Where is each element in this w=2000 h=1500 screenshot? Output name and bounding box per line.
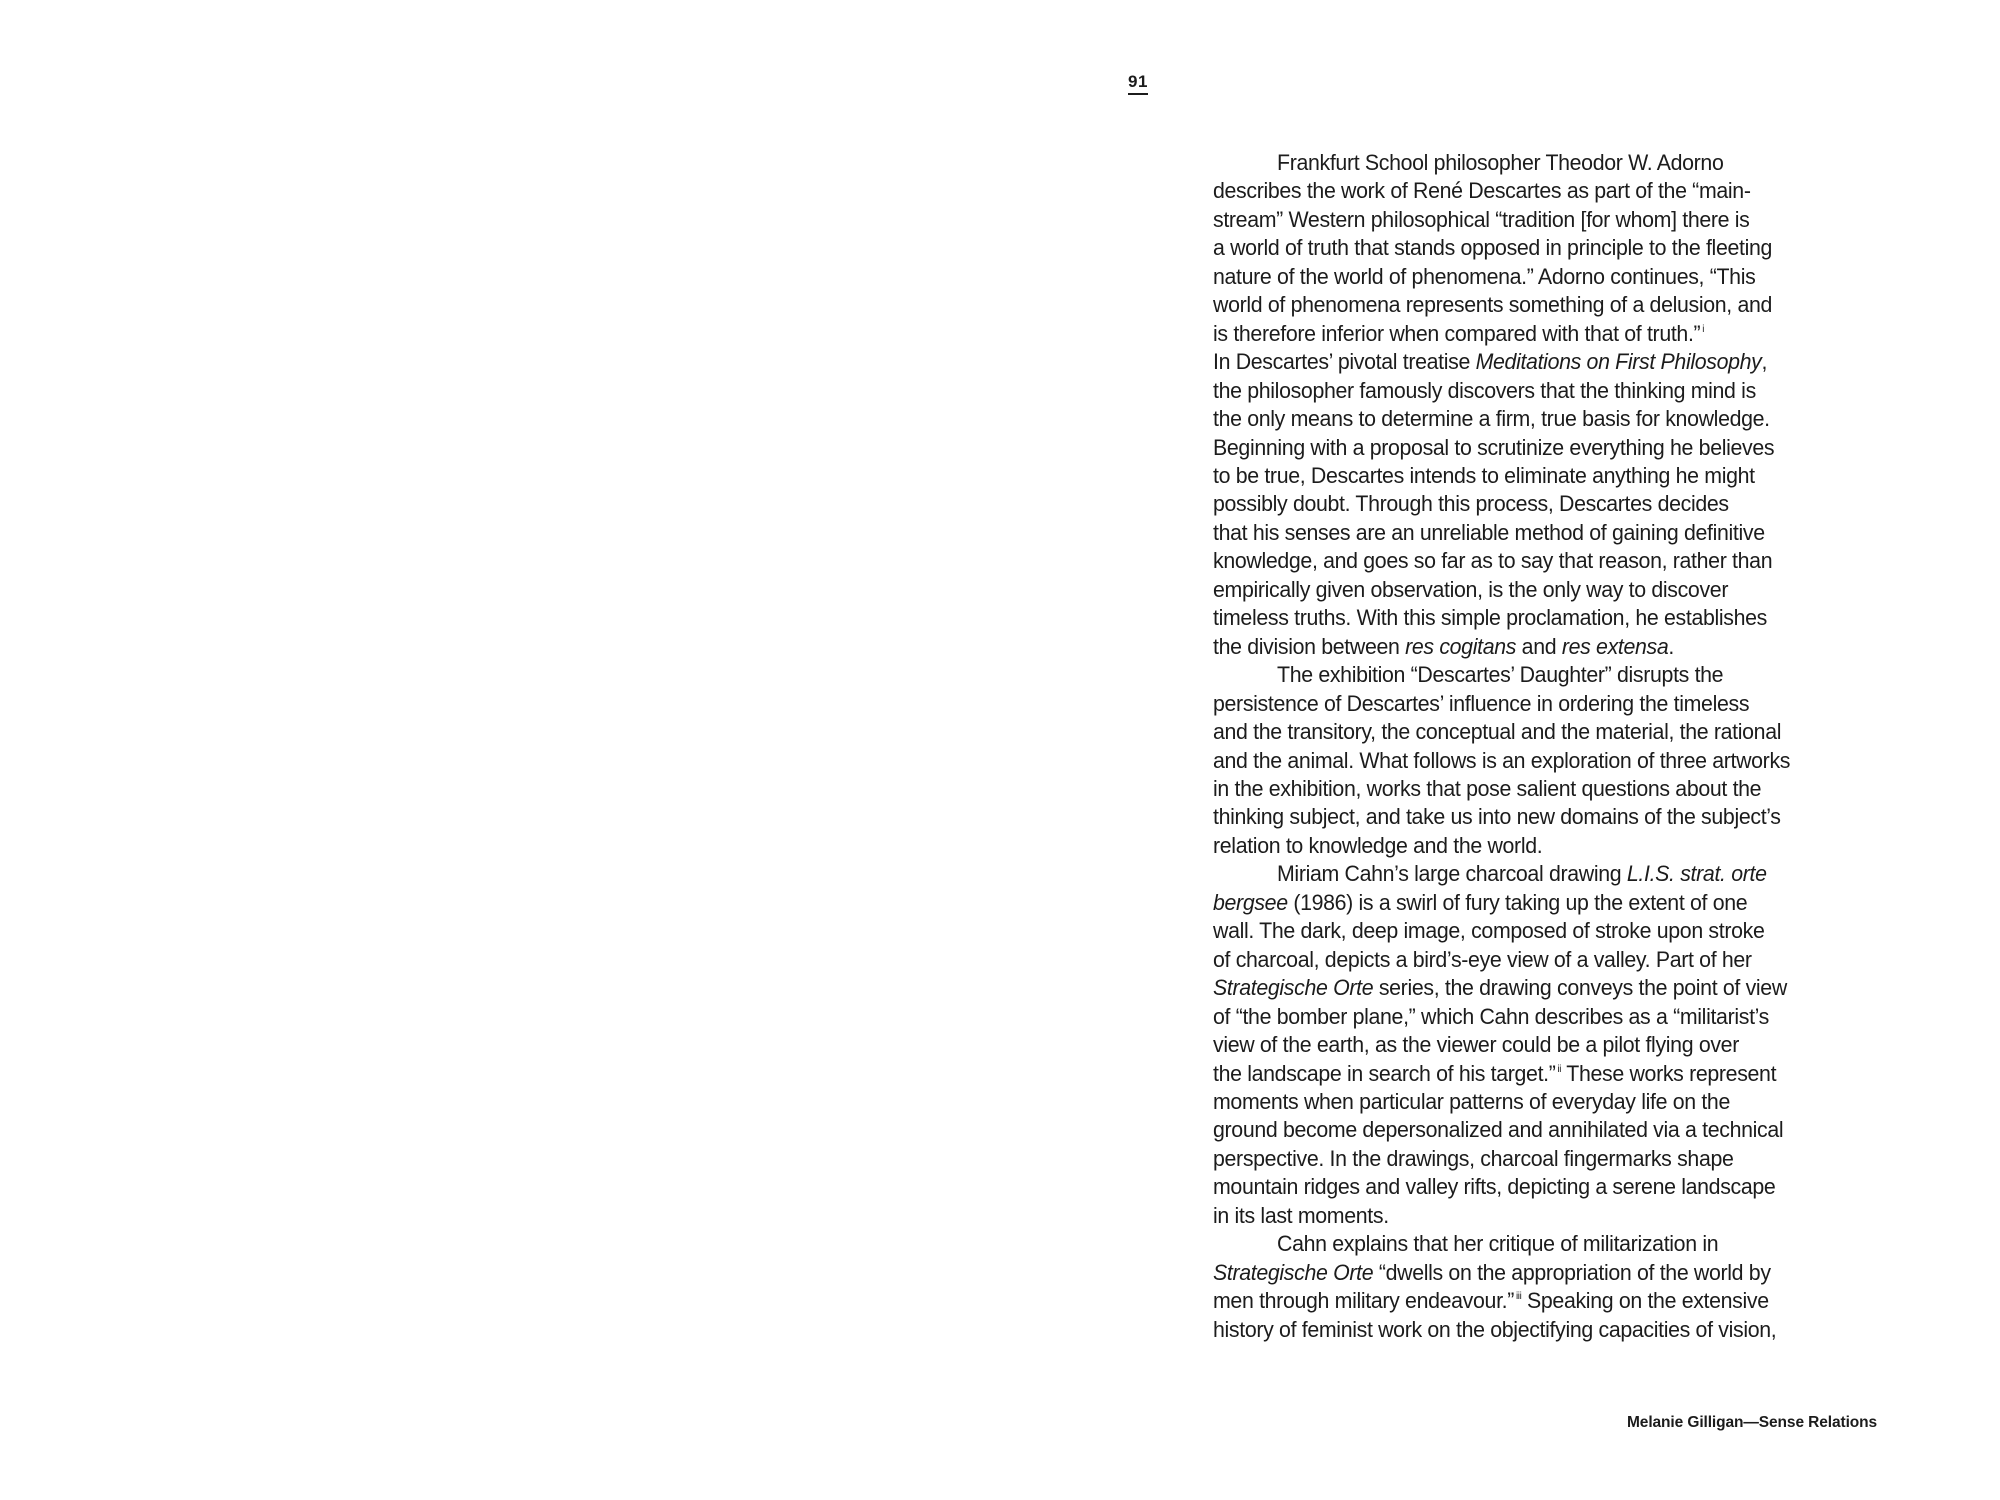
text-line <box>1213 1173 1853 1201</box>
footnote-marker: iii <box>1515 1291 1522 1303</box>
text-segment: in the exhibition, works that pose salient questions about the <box>1213 775 1762 801</box>
italic-title: L.I.S. strat. orte <box>1626 861 1767 887</box>
text-segment: the division between <box>1213 633 1406 659</box>
text-segment: (1986) is a swirl of fury taking up the extent of one <box>1287 889 1748 915</box>
text-segment: The exhibition “Descartes’ Daughter” disrupts the <box>1277 662 1724 688</box>
italic-title: Strategische Orte <box>1213 975 1374 1001</box>
italic-title: bergsee <box>1213 889 1288 915</box>
text-line <box>1213 1088 1853 1116</box>
text-line <box>1213 832 1853 860</box>
text-line <box>1213 889 1853 917</box>
text-line <box>1213 775 1853 803</box>
text-line <box>1213 320 1853 348</box>
text-segment: the philosopher famously discovers that the thinking mind is <box>1213 377 1756 403</box>
text-segment: mountain ridges and valley rifts, depicting a serene landscape <box>1213 1174 1776 1200</box>
text-segment: world of phenomena represents something of a delusion, and <box>1213 292 1773 318</box>
text-segment: knowledge, and goes so far as to say that reason, rather than <box>1213 548 1773 574</box>
text-line <box>1213 1060 1853 1088</box>
text-segment: a world of truth that stands opposed in principle to the fleeting <box>1213 235 1773 261</box>
text-line <box>1213 860 1853 888</box>
text-line <box>1213 604 1853 632</box>
text-line <box>1213 661 1853 689</box>
text-line <box>1213 234 1853 262</box>
text-segment: in its last moments. <box>1213 1202 1389 1228</box>
text-line <box>1213 1230 1853 1258</box>
italic-title: Meditations on First Philosophy <box>1475 349 1762 375</box>
text-segment: men through military endeavour.” <box>1213 1288 1515 1314</box>
italic-title: res extensa <box>1561 633 1669 659</box>
text-line <box>1213 917 1853 945</box>
text-line <box>1213 946 1853 974</box>
text-line <box>1213 519 1853 547</box>
text-segment: series, the drawing conveys the point of view <box>1373 975 1787 1001</box>
text-line <box>1213 1145 1853 1173</box>
text-segment: Cahn explains that her critique of militarization in <box>1277 1231 1719 1257</box>
text-line <box>1213 1259 1853 1287</box>
text-segment: perspective. In the drawings, charcoal fingermarks shape <box>1213 1145 1734 1171</box>
text-segment: . <box>1668 633 1674 659</box>
text-segment: “dwells on the appropriation of the world by <box>1373 1259 1771 1285</box>
text-line <box>1213 803 1853 831</box>
text-segment: ground become depersonalized and annihilated via a technical <box>1213 1117 1784 1143</box>
text-segment: nature of the world of phenomena.” Adorno continues, “This <box>1213 263 1756 289</box>
text-line <box>1213 462 1853 490</box>
text-segment: of charcoal, depicts a bird’s-eye view of a valley. Part of her <box>1213 946 1752 972</box>
text-segment: Frankfurt School philosopher Theodor W. Adorno <box>1277 150 1724 175</box>
text-line <box>1213 576 1853 604</box>
text-segment: , <box>1761 349 1768 375</box>
text-line <box>1213 690 1853 718</box>
text-segment: possibly doubt. Through this process, Descartes decides <box>1213 491 1729 517</box>
italic-title: Strategische Orte <box>1213 1259 1374 1285</box>
text-segment: Speaking on the extensive <box>1521 1288 1769 1314</box>
text-segment: empirically given observation, is the only way to discover <box>1213 576 1729 602</box>
text-segment: view of the earth, as the viewer could be a pilot flying over <box>1213 1032 1739 1058</box>
text-line <box>1213 434 1853 462</box>
text-line <box>1213 1003 1853 1031</box>
text-line <box>1213 974 1853 1002</box>
body-text <box>1213 149 1873 1344</box>
page-number: 91 <box>1128 72 1148 95</box>
text-segment: and the transitory, the conceptual and the material, the rational <box>1213 719 1782 745</box>
text-segment: moments when particular patterns of everyday life on the <box>1213 1088 1730 1114</box>
text-line <box>1213 1316 1853 1344</box>
text-line <box>1213 149 1853 177</box>
text-line <box>1213 377 1853 405</box>
text-line <box>1213 263 1853 291</box>
text-segment: of “the bomber plane,” which Cahn describes as a “militarist’s <box>1213 1003 1770 1029</box>
running-footer: Melanie Gilligan—Sense Relations <box>1627 1414 1878 1431</box>
footnote-marker: ii <box>1557 1063 1562 1075</box>
text-line <box>1213 291 1853 319</box>
text-segment: the landscape in search of his target.” <box>1213 1060 1556 1086</box>
text-line <box>1213 348 1853 376</box>
text-segment: the only means to determine a firm, true basis for knowledge. <box>1213 406 1770 432</box>
text-segment: to be true, Descartes intends to eliminate anything he might <box>1213 462 1755 488</box>
text-line <box>1213 547 1853 575</box>
italic-title: res cogitans <box>1405 633 1517 659</box>
text-line <box>1213 633 1853 661</box>
text-segment: is therefore inferior when compared with that of truth.” <box>1213 320 1701 346</box>
text-segment: relation to knowledge and the world. <box>1213 832 1543 858</box>
text-segment: wall. The dark, deep image, composed of stroke upon stroke <box>1213 918 1765 944</box>
text-segment: stream” Western philosophical “tradition [for whom] there is <box>1213 206 1750 232</box>
text-line <box>1213 177 1853 205</box>
text-segment: timeless truths. With this simple proclamation, he establishes <box>1213 605 1768 631</box>
text-segment: history of feminist work on the objectifying capacities of vision, <box>1213 1316 1777 1342</box>
text-line <box>1213 1116 1853 1144</box>
text-segment: that his senses are an unreliable method of gaining definitive <box>1213 519 1765 545</box>
text-line <box>1213 747 1853 775</box>
text-segment: persistence of Descartes’ influence in ordering the timeless <box>1213 690 1750 716</box>
footnote-marker: i <box>1702 323 1705 335</box>
text-segment: and the animal. What follows is an exploration of three artworks <box>1213 747 1791 773</box>
text-line <box>1213 405 1853 433</box>
text-segment: These works represent <box>1561 1060 1777 1086</box>
text-line <box>1213 206 1853 234</box>
text-line <box>1213 1031 1853 1059</box>
text-line <box>1213 1287 1853 1315</box>
text-segment: thinking subject, and take us into new domains of the subject’s <box>1213 804 1781 830</box>
text-line <box>1213 718 1853 746</box>
text-line <box>1213 1202 1853 1230</box>
text-segment: Miriam Cahn’s large charcoal drawing <box>1277 861 1627 887</box>
text-segment: and <box>1516 633 1562 659</box>
text-segment: In Descartes’ pivotal treatise <box>1213 349 1476 375</box>
text-segment: describes the work of René Descartes as part of the “main- <box>1213 178 1751 204</box>
text-segment: Beginning with a proposal to scrutinize everything he believes <box>1213 434 1775 460</box>
text-line <box>1213 490 1853 518</box>
